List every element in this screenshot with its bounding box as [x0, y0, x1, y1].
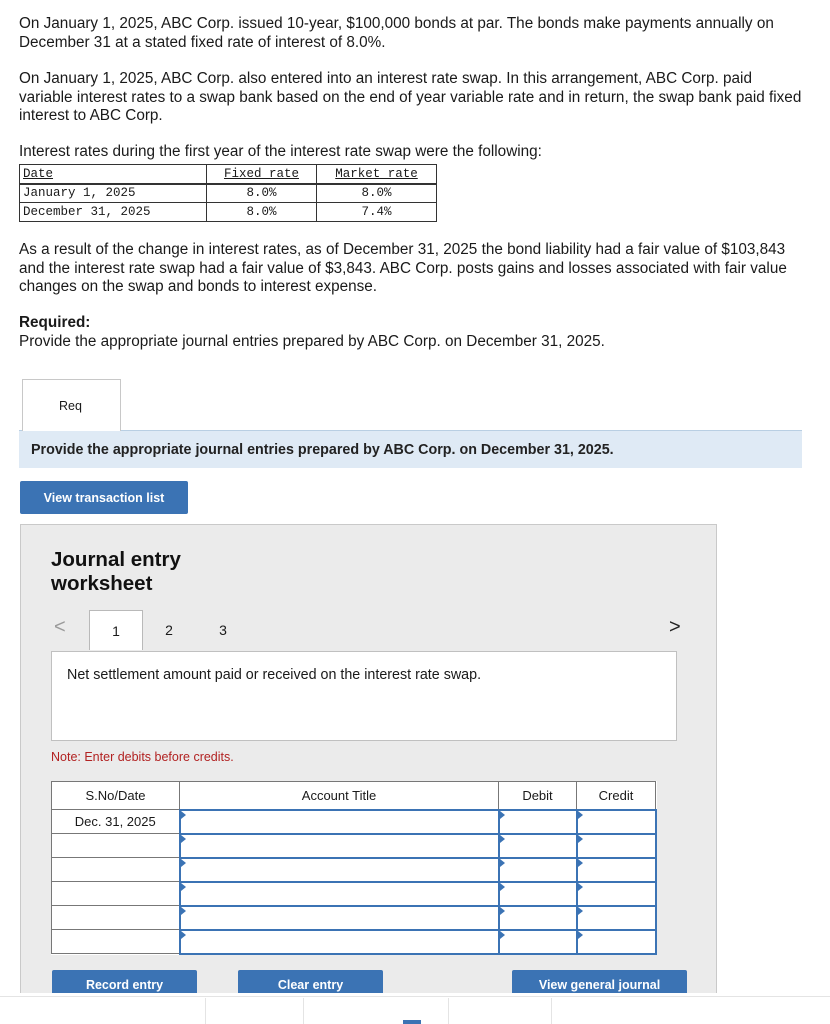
rates-header-row	[20, 165, 437, 184]
worksheet-page-tab-1[interactable]: 1	[89, 610, 143, 650]
worksheet-page-tab-3[interactable]: 3	[219, 622, 227, 638]
credit-input[interactable]	[577, 930, 656, 954]
chevron-right-icon[interactable]: >	[669, 616, 681, 638]
journal-entry-worksheet-panel	[20, 524, 717, 1024]
journal-header-credit: Credit	[577, 782, 656, 810]
required-text: Provide the appropriate journal entries prepared by ABC Corp. on December 31, 2025.	[19, 333, 605, 350]
toolbar-separator	[303, 998, 304, 1024]
entry-note: Note: Enter debits before credits.	[51, 750, 234, 764]
journal-row	[52, 930, 656, 954]
journal-header-account: Account Title	[180, 782, 499, 810]
rates-cell-fixed: 8.0%	[207, 184, 317, 203]
debit-input[interactable]	[499, 834, 577, 858]
credit-input[interactable]	[577, 858, 656, 882]
credit-input[interactable]	[577, 906, 656, 930]
rates-cell-date: January 1, 2025	[20, 184, 207, 203]
journal-header-row	[52, 782, 656, 810]
bottom-divider	[0, 996, 830, 997]
credit-input[interactable]	[577, 834, 656, 858]
journal-row	[52, 834, 656, 858]
problem-paragraph-rates-intro: Interest rates during the first year of the interest rate swap were the following:	[19, 143, 542, 160]
journal-header-date: S.No/Date	[52, 782, 180, 810]
rates-header-fixed: Fixed rate	[207, 165, 317, 184]
interest-rates-table	[19, 164, 437, 222]
problem-paragraph-bonds: On January 1, 2025, ABC Corp. issued 10-year, $100,000 bonds at par. The bonds make payments annually on December 31 at a stated fixed rate of interest of 8.0%.	[19, 15, 774, 51]
worksheet-page-tab-2[interactable]: 2	[165, 622, 173, 638]
account-title-input[interactable]	[180, 810, 499, 834]
view-transaction-list-button[interactable]: View transaction list	[20, 481, 188, 514]
rates-cell-date: December 31, 2025	[20, 203, 207, 222]
journal-date-cell	[52, 930, 180, 954]
account-title-input[interactable]	[180, 906, 499, 930]
credit-input[interactable]	[577, 882, 656, 906]
required-heading: Required:	[19, 314, 91, 331]
toolbar-separator	[448, 998, 449, 1024]
debit-input[interactable]	[499, 930, 577, 954]
journal-date-cell	[52, 882, 180, 906]
debit-input[interactable]	[499, 810, 577, 834]
rates-row	[20, 203, 437, 222]
journal-row	[52, 906, 656, 930]
problem-paragraph-swap: On January 1, 2025, ABC Corp. also entered into an interest rate swap. In this arrangement, ABC Corp. paid variable interest rates to a swap bank based on the end of year variable rate and in return, the swap bank paid fixed interest to ABC Corp.	[19, 70, 802, 124]
clear-entry-button[interactable]: Clear entry	[238, 970, 383, 1000]
debit-input[interactable]	[499, 858, 577, 882]
toolbar-separator	[205, 998, 206, 1024]
chevron-left-icon[interactable]: <	[54, 616, 66, 638]
account-title-input[interactable]	[180, 858, 499, 882]
tab-req[interactable]: Req	[22, 379, 121, 431]
journal-date-cell	[52, 906, 180, 930]
rates-cell-fixed: 8.0%	[207, 203, 317, 222]
grid-icon[interactable]	[403, 1020, 421, 1024]
record-entry-button[interactable]: Record entry	[52, 970, 197, 1000]
instruction-bar: Provide the appropriate journal entries prepared by ABC Corp. on December 31, 2025.	[19, 430, 802, 468]
debit-input[interactable]	[499, 906, 577, 930]
toolbar-separator	[551, 998, 552, 1024]
debit-input[interactable]	[499, 882, 577, 906]
rates-row	[20, 184, 437, 203]
credit-input[interactable]	[577, 810, 656, 834]
rates-cell-market: 7.4%	[317, 203, 437, 222]
rates-header-date: Date	[20, 165, 207, 184]
account-title-input[interactable]	[180, 930, 499, 954]
rates-header-market: Market rate	[317, 165, 437, 184]
journal-date-cell: Dec. 31, 2025	[52, 810, 180, 834]
journal-row	[52, 810, 656, 834]
journal-entry-table	[51, 781, 657, 955]
journal-row	[52, 858, 656, 882]
journal-date-cell	[52, 858, 180, 882]
rates-cell-market: 8.0%	[317, 184, 437, 203]
journal-row	[52, 882, 656, 906]
view-general-journal-button[interactable]: View general journal	[512, 970, 687, 1000]
worksheet-title: Journal entry worksheet	[51, 548, 181, 595]
journal-header-debit: Debit	[499, 782, 577, 810]
journal-date-cell	[52, 834, 180, 858]
problem-paragraph-fair-value: As a result of the change in interest rates, as of December 31, 2025 the bond liability had a fair value of $103,843 and the interest rate swap had a fair value of $3,843. ABC Corp. posts gains and losses associated with fair value changes on the swap and bonds to interest expense.	[19, 241, 787, 295]
entry-description: Net settlement amount paid or received on the interest rate swap.	[51, 651, 677, 741]
account-title-input[interactable]	[180, 834, 499, 858]
account-title-input[interactable]	[180, 882, 499, 906]
